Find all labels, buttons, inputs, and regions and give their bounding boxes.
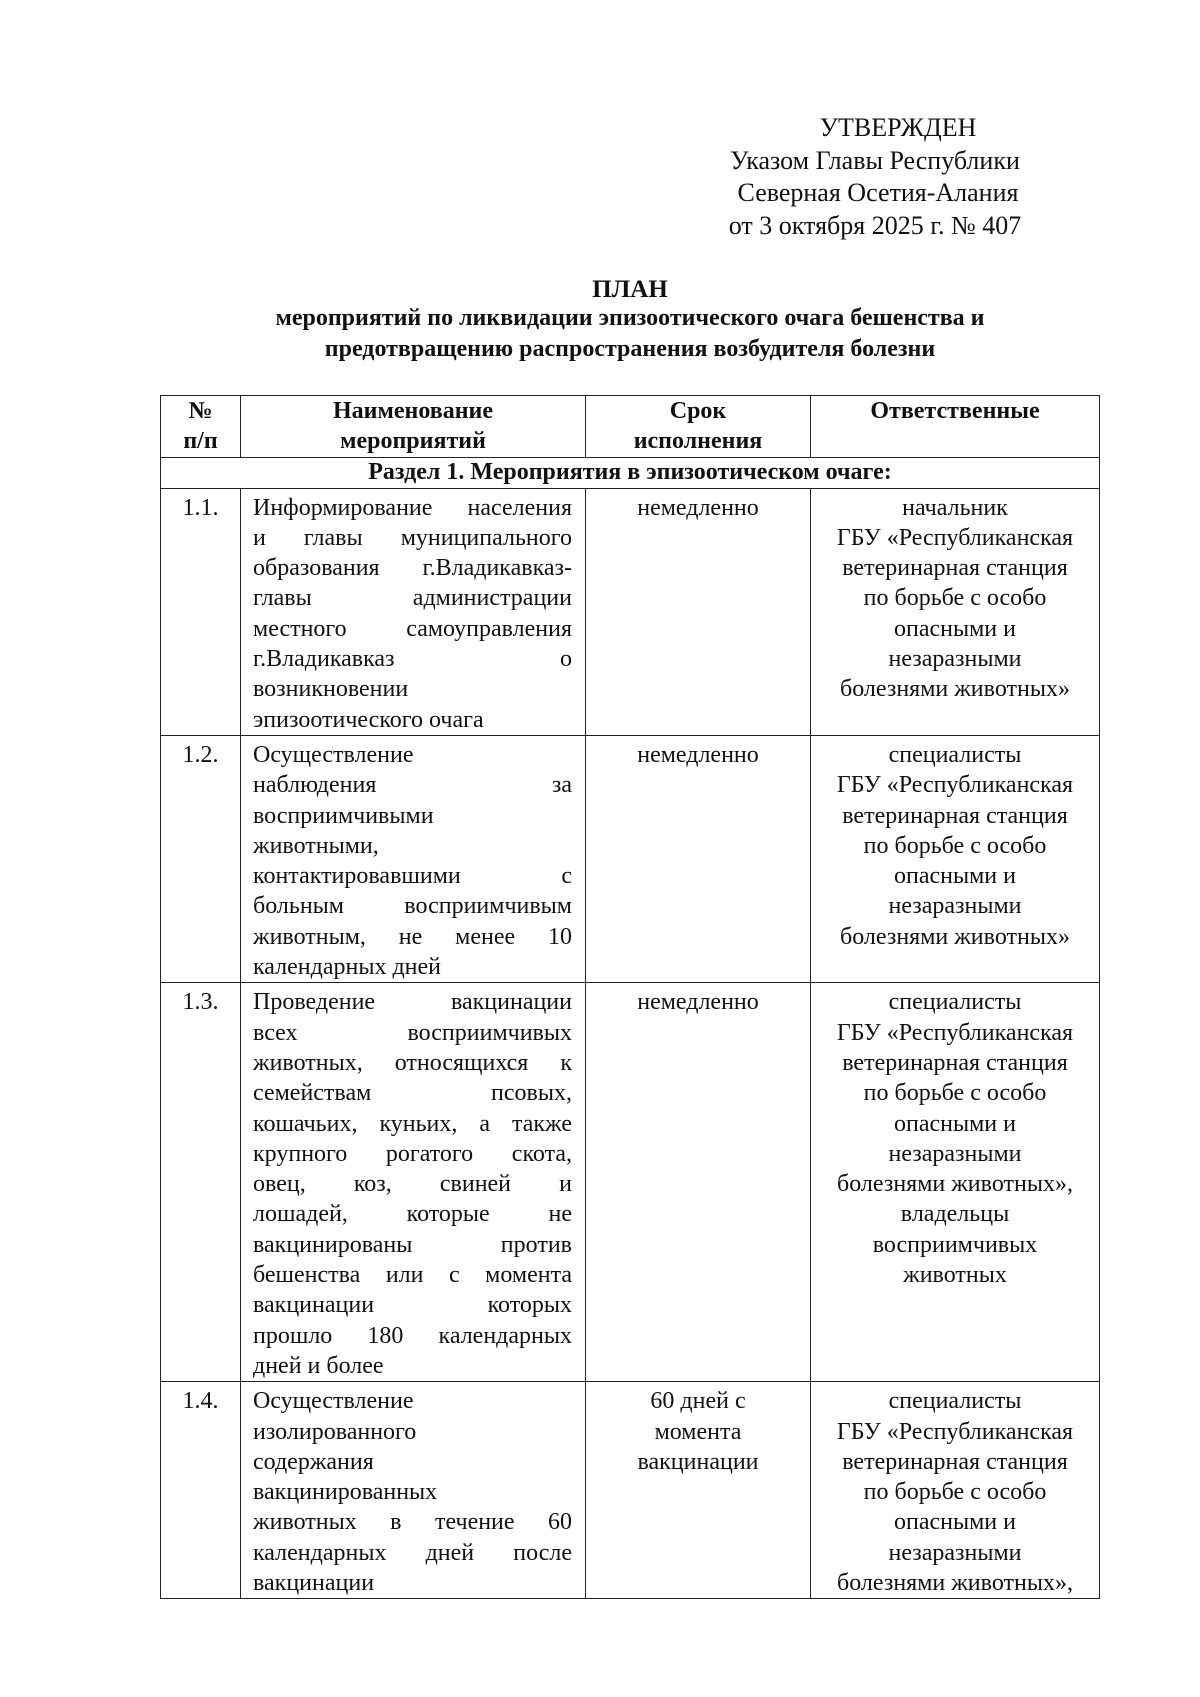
term-line: вакцинации [637, 1448, 759, 1475]
row-number: 1.4. [161, 1382, 241, 1599]
table-row [161, 488, 1100, 735]
approval-line-4: от 3 октября 2025 г. № 407 [728, 210, 1022, 240]
row-activity [241, 983, 586, 1382]
responsible-line: болезнями животных», [837, 1569, 1073, 1596]
activity-line: семействам псовых, [253, 1080, 572, 1107]
activity-line: календарных дней [253, 954, 442, 981]
document-subtitle-line-1: мероприятий по ликвидации эпизоотического очага бешенства и [275, 305, 985, 331]
document-title: ПЛАН [592, 276, 668, 303]
document-subtitle-line-2: предотвращению распространения возбудителя болезни [324, 336, 936, 362]
section-row [161, 457, 1100, 488]
row-activity [241, 735, 586, 982]
activity-line: животными, [253, 832, 379, 859]
row-term [586, 983, 811, 1382]
responsible-line: владельцы [900, 1201, 1010, 1228]
activity-line: г.Владикавказ о [253, 646, 572, 673]
responsible-line: болезнями животных» [840, 923, 1070, 950]
activity-line: прошло 180 календарных [253, 1322, 572, 1349]
row-number: 1.3. [161, 983, 241, 1382]
responsible-line: специалисты [888, 989, 1022, 1016]
activity-line: образования г.Владикавказ- [253, 555, 572, 582]
activity-line: кошачьих, куньих, а также [253, 1110, 572, 1137]
row-term [586, 488, 811, 735]
responsible-line: по борьбе с особо [863, 585, 1047, 612]
activity-line: содержания [253, 1448, 374, 1475]
term-line: немедленно [637, 494, 759, 521]
responsible-line: ветеринарная станция [842, 1049, 1068, 1076]
row-responsible [811, 488, 1100, 735]
responsible-line: болезнями животных», [837, 1171, 1073, 1198]
section-title: Раздел 1. Мероприятия в эпизоотическом очаге: [161, 457, 1100, 488]
approval-line-1: УТВЕРЖДЕН [819, 113, 977, 142]
row-number: 1.2. [161, 735, 241, 982]
table-row [161, 983, 1100, 1382]
term-line: немедленно [637, 989, 759, 1016]
table-row [161, 1382, 1100, 1599]
approval-line-3: Северная Осетия-Алания [737, 178, 1019, 207]
activity-line: местного самоуправления [253, 615, 572, 642]
responsible-line: опасными и [894, 1509, 1016, 1536]
responsible-line: ГБУ «Республиканская [836, 524, 1074, 551]
responsible-line: ГБУ «Республиканская [836, 1019, 1074, 1046]
responsible-line: опасными и [894, 863, 1016, 890]
activity-line: Информирование населения [253, 494, 572, 521]
activity-line: Осуществление [253, 1388, 414, 1415]
activity-line: крупного рогатого скота, [253, 1140, 572, 1167]
activity-line: возникновении [253, 676, 409, 703]
activity-line: животным, не менее 10 [253, 923, 572, 950]
row-term [586, 1382, 811, 1599]
activity-line: животных в течение 60 [253, 1509, 572, 1536]
responsible-line: специалисты [888, 741, 1022, 768]
table-row [161, 735, 1100, 982]
responsible-line: опасными и [894, 1110, 1016, 1137]
header-num: № п/п [161, 396, 241, 458]
row-activity [241, 488, 586, 735]
responsible-line: начальник [902, 494, 1008, 521]
activity-line: вакцинации которых [253, 1292, 572, 1319]
responsible-line: по борьбе с особо [863, 832, 1047, 859]
row-responsible [811, 1382, 1100, 1599]
responsible-line: ветеринарная станция [842, 1448, 1068, 1475]
activity-line: Осуществление [253, 741, 414, 768]
activity-line: животных, относящихся к [253, 1049, 572, 1076]
header-term: Срок исполнения [586, 396, 811, 458]
activity-line: лошадей, которые не [253, 1201, 572, 1228]
activity-line: восприимчивыми [253, 802, 434, 829]
activity-line: всех восприимчивых [253, 1019, 572, 1046]
responsible-line: незаразными [888, 1539, 1022, 1566]
responsible-line: ГБУ «Республиканская [836, 772, 1074, 799]
responsible-line: по борьбе с особо [863, 1080, 1047, 1107]
row-number: 1.1. [161, 488, 241, 735]
term-line: 60 дней с [650, 1388, 746, 1415]
approval-line-2: Указом Главы Республики [730, 145, 1020, 175]
row-activity [241, 1382, 586, 1599]
row-responsible [811, 983, 1100, 1382]
responsible-line: ветеринарная станция [842, 802, 1068, 829]
responsible-line: по борьбе с особо [863, 1479, 1047, 1506]
activity-line: наблюдения за [253, 772, 572, 799]
activity-line: эпизоотического очага [253, 706, 484, 733]
responsible-line: незаразными [888, 646, 1022, 673]
responsible-line: ветеринарная станция [842, 555, 1068, 582]
activity-line: вакцинации [253, 1569, 375, 1596]
header-responsible: Ответственные [811, 396, 1100, 458]
activity-line: и главы муниципального [253, 524, 572, 551]
activity-line: овец, коз, свиней и [253, 1171, 572, 1198]
responsible-line: незаразными [888, 893, 1022, 920]
table-header-row [161, 396, 1100, 458]
row-responsible [811, 735, 1100, 982]
responsible-line: опасными и [894, 615, 1016, 642]
activity-line: Проведение вакцинации [253, 989, 572, 1016]
responsible-line: ГБУ «Республиканская [836, 1418, 1074, 1445]
activity-line: вакцинированы против [253, 1231, 572, 1258]
responsible-line: восприимчивых [872, 1231, 1038, 1258]
activity-line: бешенства или с момента [253, 1262, 572, 1289]
activity-line: контактировавшими с [253, 863, 572, 890]
activity-line: календарных дней после [253, 1539, 572, 1566]
term-line: момента [654, 1418, 742, 1445]
activity-line: главы администрации [253, 585, 572, 612]
activity-line: больным восприимчивым [253, 893, 572, 920]
responsible-line: болезнями животных» [840, 676, 1070, 703]
plan-table [160, 395, 1100, 1599]
activity-line: дней и более [253, 1352, 384, 1379]
approval-stamp [700, 112, 1050, 242]
header-name: Наименование мероприятий [241, 396, 586, 458]
responsible-line: специалисты [888, 1388, 1022, 1415]
activity-line: изолированного [253, 1418, 417, 1445]
responsible-line: животных [903, 1262, 1007, 1289]
row-term [586, 735, 811, 982]
responsible-line: незаразными [888, 1140, 1022, 1167]
term-line: немедленно [637, 741, 759, 768]
activity-line: вакцинированных [253, 1479, 438, 1506]
